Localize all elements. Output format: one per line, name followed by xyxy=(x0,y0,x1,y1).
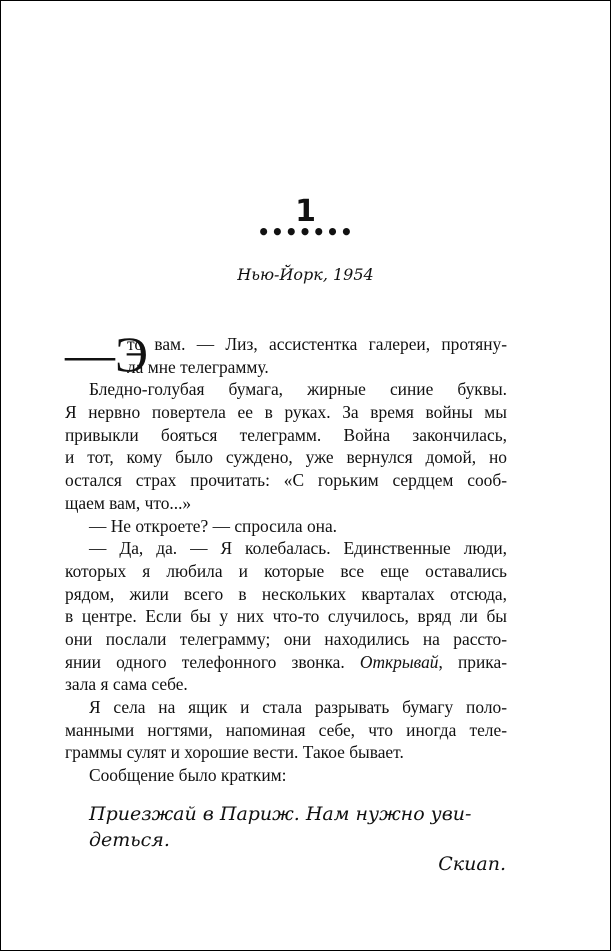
chapter-number: 1 xyxy=(295,194,316,229)
italic-word: Открывай xyxy=(359,651,439,672)
text-line: Я села на ящик и стала разрывать бумагу поло- xyxy=(89,697,507,717)
paragraph-4 xyxy=(65,537,507,696)
chapter-ornament-dots: ••••••• xyxy=(257,220,354,244)
text-line: — Да, да. — Я колебалась. Единственные люди, xyxy=(89,538,507,559)
body-text xyxy=(65,326,508,787)
text-line: зала я сама себе. xyxy=(65,674,188,695)
text-line xyxy=(65,651,507,674)
paragraph-5 xyxy=(65,696,507,764)
paragraph-2 xyxy=(65,378,507,514)
text-line: они послали телеграмму; они находились на рассто- xyxy=(65,628,507,649)
text-segment: , прика- xyxy=(438,651,508,672)
paragraph-3 xyxy=(65,515,507,538)
message-line: деться. xyxy=(89,829,170,851)
text-line: щаем вам, что...» xyxy=(65,492,192,513)
message-line: Приезжай в Париж. Нам нужно уви- xyxy=(89,803,472,825)
text-line: остался страх прочитать: «С горьким сердцем сооб- xyxy=(65,470,507,491)
text-line: и тот, кому было суждено, уже вернулся домой, но xyxy=(65,447,507,468)
text-line: привыкли бояться телеграмм. Война закончилась, xyxy=(65,424,507,445)
chapter-epigraph: Нью-Йорк, 1954 xyxy=(237,265,374,284)
text-line: Сообщение было кратким: xyxy=(89,765,287,786)
text-line: в центре. Если бы у них что-то случилось, вряд ли бы xyxy=(65,606,507,627)
text-line: граммы сулят и хорошие вести. Такое бывает. xyxy=(65,742,404,763)
text-line: рядом, жили всего в нескольких кварталах отсюда, xyxy=(65,583,507,604)
text-line: Я нервно повертела ее в руках. За время войны мы xyxy=(65,402,507,423)
drop-cap: —Э xyxy=(65,326,149,382)
text-line: то вам. — Лиз, ассистентка галереи, протяну- xyxy=(127,334,507,354)
paragraph-1 xyxy=(65,326,507,382)
message-signature: Скиап. xyxy=(438,853,506,875)
text-line: Бледно-голубая бумага, жирные синие буквы. xyxy=(89,379,507,400)
text-line: которых я любила и которые все еще оставались xyxy=(65,560,507,581)
paragraph-6 xyxy=(65,764,507,787)
text-line: манными ногтями, напоминая себе, что иногда теле- xyxy=(65,719,507,740)
telegram-message xyxy=(89,801,519,853)
text-line: — Не откроете? — спросила она. xyxy=(89,515,338,536)
text-segment: янии одного телефонного звонка. xyxy=(65,651,360,672)
text-line: ла мне телеграмму. xyxy=(127,356,269,377)
